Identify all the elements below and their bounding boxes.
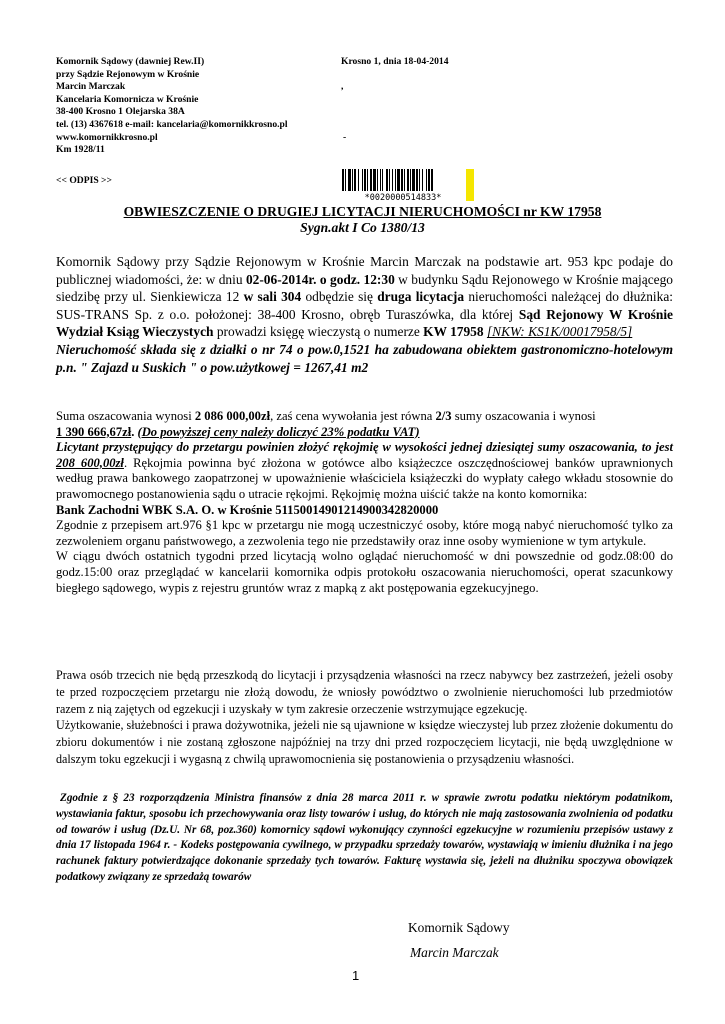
text-run: nieruchomości należącej do dłużnika: SUS-TRANS Sp. z o.o. położonej: 38-400 Krosno, obręb Turaszówka, dla której	[56, 289, 673, 322]
text-run: , zaś cena wywołania jest równa	[270, 409, 436, 423]
date-dash: -	[343, 131, 347, 143]
text-run: Komornik Sądowy przy Sądzie Rejonowym w Krośnie Marcin Marczak na podstawie art. 953 kpc podaje do publicznej wiadomości, że: w dniu	[56, 254, 673, 287]
text-run: sumy oszacowania i wynosi	[451, 409, 596, 423]
auction-date: 02-06-2014r. o godz. 12:30	[245, 271, 395, 287]
header-line: Kancelaria Komornicza w Krośnie	[56, 93, 199, 105]
auction-announcement	[56, 253, 673, 376]
deposit-terms: . Rękojmia powinna być złożona w gotówce albo książeczce oszczędnościowej banków uprawnionych według prawa bankowego zaopatrzonej w upoważnienie właściciela książeczki do wypłaty całego wkładu stosownie do prawomocnego postanowienia sądu o utracie rękojmi. Rękojmię można uiścić także na konto komornika:	[56, 455, 673, 501]
vat-note: (Do powyższej ceny należy doliczyć 23% podatku VAT)	[137, 424, 420, 439]
barcode-number: *0020000514833*	[364, 193, 442, 202]
starting-price: 1 390 666,67zł	[56, 424, 132, 439]
text-run: w budynku Sądu Rejonowego w Krośnie mającego siedzibę przy ul. Sienkiewicza 12	[56, 271, 673, 305]
notice-title: OBWIESZCZENIE O DRUGIEJ LICYTACJI NIERUCHOMOŚCI nr KW 17958	[123, 204, 602, 219]
tax-regulation-note: Zgodnie z § 23 rozporządzenia Ministra finansów z dnia 28 marca 2011 r. w sprawie zwrotu podatku niektórym podatnikom, wystawiania faktur, sposobu ich przechowywania oraz listy towarów i usług, do których nie mają zastosowania zwolnienia od podatku od towarów i usług (Dz.U. Nr 68, poz.360) komornicy sądowi wykonujący czynności egzekucyjne w rozumieniu przepisów ustawy z dnia 17 listopada 1964 r. - Kodeks postępowania cywilnego, w przypadku sprzedaży towarów, wystawiają w imieniu dłużnika i na jego rachunek faktury potwierdzające dokonanie sprzedaży tych towarów. Fakturę wystawia się, jeżeli na dłużniku spoczywa obowiązek podatkowy związany ze sprzedażą towarów	[56, 792, 673, 883]
date-comma: ,	[341, 81, 344, 93]
signature-name: Marcin Marczak	[410, 945, 499, 960]
text-run: prowadzi księgę wieczystą o numerze	[213, 324, 424, 340]
signature-role: Komornik Sądowy	[408, 920, 510, 935]
deposit-amount: 208 600,00zł	[56, 455, 124, 470]
copy-mark: << ODPIS >>	[56, 175, 112, 186]
document-date: Krosno 1, dnia 18-04-2014	[341, 56, 449, 67]
header-line: tel. (13) 4367618 e-mail: kancelaria@komornikkrosno.pl	[56, 118, 288, 130]
header-line: Komornik Sądowy (dawniej Rew.II)	[56, 56, 205, 67]
header-line: Marcin Marczak	[56, 81, 126, 93]
third-party-rights	[56, 667, 673, 768]
barcode-icon	[340, 168, 474, 202]
page-number: 1	[352, 968, 360, 983]
auction-room: w sali 304	[243, 289, 302, 305]
header-line: Km 1928/11	[56, 144, 105, 156]
header-line: www.komornikkrosno.pl	[56, 131, 158, 143]
viewing-info: W ciągu dwóch ostatnich tygodni przed licytacją wolno oglądać nieruchomość w dni powszednie od godz.08:00 do godz.15:00 oraz przeglądać w kancelarii komornika odpis protokołu oszacowania nieruchomości, operat szacunkowy biegłego sądowego, wypis z rejestru gruntów wraz z mapką z akt postępowania egzekucyjnego.	[56, 549, 673, 595]
deposit-requirement: Licytant przystępujący do przetargu powinien złożyć rękojmię w wysokości jednej dziesiątej sumy oszacowania, to jest	[56, 440, 673, 455]
header-line: przy Sądzie Rejonowym w Krośnie	[56, 68, 200, 80]
price-fraction: 2/3	[435, 409, 452, 423]
new-land-registry-number: [NKW: KS1K/00017958/5]	[486, 324, 633, 340]
text-run: odbędzie się	[301, 289, 378, 305]
date-block	[341, 56, 449, 144]
property-description: Nieruchomość składa się z działki o nr 74 o pow.0,1521 ha zabudowana obiektem gastronomiczno-hotelowym p.n. " Zajazd u Suskich " o pow.użytkowej = 1267,41 m2	[56, 341, 673, 375]
easement-clause: Użytkowanie, służebności i prawa dożywotnika, jeżeli nie są ujawnione w księdze wieczystej lub przez złożenie dokumentu do zbioru dokumentów i nie zostaną zgłoszone najpóźniej na trzy dni przed rozpoczęciem licytacji, nie będą uwzględnione w dalszym toku egzekucji i wygasną z chwilą uprawomocnienia się postanowienia o przysądzeniu własności.	[56, 718, 673, 766]
text-run: Suma oszacowania wynosi	[56, 409, 195, 423]
case-reference: Sygn.akt I Co 1380/13	[300, 220, 425, 235]
header-line: 38-400 Krosno 1 Olejarska 38A	[56, 106, 185, 118]
valuation-sum: 2 086 000,00zł	[194, 409, 271, 423]
bank-account: Bank Zachodni WBK S.A. O. w Krośnie 51150014901214900342820000	[56, 502, 439, 517]
bailiff-header	[56, 56, 356, 157]
third-party-clause: Prawa osób trzecich nie będą przeszkodą do licytacji i przysądzenia własności na rzecz nabywcy bez zastrzeżeń, jeżeli osoby te przed rozpoczęciem przetargu nie złożą dowodu, że wniosły powództwo o zwolnienie nieruchomości lub przedmiotów razem z nią zajętych od egzekucji i uzyskały w tym zakresie orzeczenie wstrzymujące egzekucję.	[56, 668, 673, 716]
participant-restriction: Zgodnie z przepisem art.976 §1 kpc w przetargu nie mogą uczestniczyć osoby, które mogą nabyć nieruchomość tylko za zezwoleniem organu państwowego, a zezwolenia tego nie przedstawiły oraz inne osoby wymienione w tym artykule.	[56, 518, 673, 548]
auction-type: druga licytacja	[377, 289, 465, 305]
text-run: .	[131, 424, 138, 439]
land-registry-court: Sąd Rejonowy W Krośnie Wydział Ksiąg Wieczystych	[56, 306, 673, 340]
valuation-section	[56, 409, 673, 596]
land-registry-number: KW 17958	[423, 324, 484, 340]
